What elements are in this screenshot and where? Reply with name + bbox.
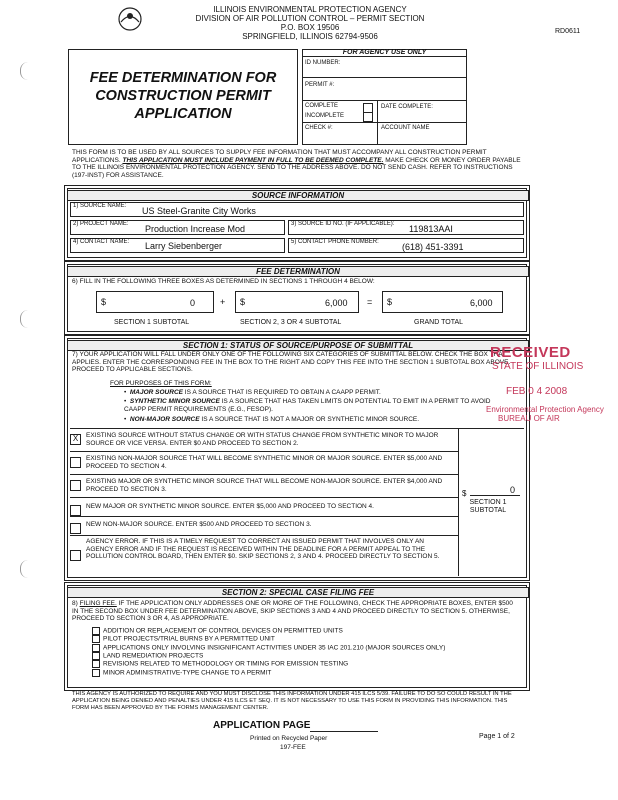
nonmajor-def: IS A SOURCE THAT IS NOT A MAJOR OR SYNTHETIC MINOR SOURCE. bbox=[201, 416, 420, 423]
agency-header bbox=[150, 5, 470, 41]
section2-intro-text: IF THE APPLICATION ONLY ADDRESSES ONE OR MORE OF THE FOLLOWING, CHECK THE APPROPRIATE BOXES, ENTER $500 IN THE SECOND BOX UNDER FEE DETERMINATION ABOVE, SKIP SECTIONS 3 AND 4 AND PROCEED DIRECTLY TO SECTION 5. OTHERWISE, PROCEED TO SECTION 3 OR 4, AS APPROPRIATE. bbox=[72, 600, 513, 623]
agency-name: ILLINOIS ENVIRONMENTAL PROTECTION AGENCY bbox=[213, 5, 407, 14]
id-number-label: ID NUMBER: bbox=[305, 60, 341, 66]
box2-label: SECTION 2, 3 OR 4 SUBTOTAL bbox=[240, 319, 342, 326]
option-major-to-nonmajor[interactable] bbox=[70, 478, 450, 493]
synthetic-term: SYNTHETIC MINOR SOURCE bbox=[129, 398, 220, 405]
title-box bbox=[68, 49, 298, 145]
fee-determination-heading: FEE DETERMINATION bbox=[67, 266, 529, 277]
section1-subtotal-value[interactable]: 0 bbox=[510, 485, 516, 495]
fee-instruction: 6) FILL IN THE FOLLOWING THREE BOXES AS DETERMINED IN SECTIONS 1 THROUGH 4 BELOW: bbox=[72, 278, 375, 285]
checkbox[interactable] bbox=[92, 652, 100, 660]
incomplete-label: INCOMPLETE bbox=[305, 113, 345, 119]
bullet-icon: • bbox=[124, 389, 130, 396]
contact-phone-value[interactable]: (618) 451-3391 bbox=[402, 242, 464, 252]
special-case-item[interactable]: LAND REMEDIATION PROJECTS bbox=[92, 652, 512, 660]
option3-checkbox[interactable] bbox=[70, 480, 81, 491]
section1-subtotal-label: SECTION 1 SUBTOTAL bbox=[469, 499, 507, 514]
section1-intro: 7) YOUR APPLICATION WILL FALL UNDER ONLY ONE OF THE FOLLOWING SIX CATEGORIES OF SUBMITTAL BELOW. CHECK THE BOX THAT APPLIES. ENTER THE CORRESPONDING FEE IN THE BOX TO THE RIGHT AND COPY THIS FEE INTO THE SECTION 1 SUBTOTAL BOX ABOVE. PROCEED TO APPLICABLE SECTIONS. bbox=[72, 351, 511, 374]
option5-text: NEW NON-MAJOR SOURCE. ENTER $500 AND PROCEED TO SECTION 3. bbox=[86, 521, 312, 528]
disclosure-text: THIS AGENCY IS AUTHORIZED TO REQUIRE AND YOU MUST DISCLOSE THIS INFORMATION UNDER 415 ILCS 5/39. FAILURE TO DO SO COULD RESULT IN THE APPLICATION BEING DENIED AND PENALTIES UNDER 415 ILCS ET SEQ. IT IS NOT NECESSARY TO USE THIS FORM IN PROVIDING THIS INFORMATION. THIS FORM HAS BEEN APPROVED BY THE FORMS MANAGEMENT CENTER. bbox=[72, 691, 512, 711]
option3-text: EXISTING MAJOR OR SYNTHETIC MINOR SOURCE THAT WILL BECOME NON-MAJOR SOURCE. ENTER $4,000 AND PROCEED TO SECTION 3. bbox=[86, 478, 443, 493]
page-number: Page 1 of 2 bbox=[479, 733, 515, 740]
plus-sign: + bbox=[220, 297, 226, 307]
special-case-item[interactable]: ADDITION OR REPLACEMENT OF CONTROL DEVICES ON PERMITTED UNITS bbox=[92, 627, 512, 635]
checkbox[interactable] bbox=[92, 660, 100, 668]
filing-fee-term: FILING FEE. bbox=[79, 600, 117, 607]
agency-logo bbox=[117, 7, 143, 31]
special-case-list bbox=[92, 627, 512, 677]
intro-p1: THIS FORM IS TO BE USED BY ALL SOURCES TO SUPPLY FEE INFORMATION THAT MUST ACCOMPANY ALL CONSTRUCTION PERMIT APPLICATIONS. bbox=[72, 149, 487, 164]
purposes-heading: FOR PURPOSES OF THIS FORM: bbox=[110, 380, 212, 387]
form-title-line2: CONSTRUCTION PERMIT bbox=[95, 88, 271, 104]
complete-label: COMPLETE bbox=[305, 103, 339, 109]
scan-mark-icon bbox=[20, 62, 29, 80]
equals-sign: = bbox=[367, 297, 373, 307]
city-address: SPRINGFIELD, ILLINOIS 62794-9506 bbox=[242, 32, 378, 41]
option-agency-error[interactable] bbox=[70, 538, 450, 561]
option-new-nonmajor[interactable] bbox=[70, 521, 450, 529]
intro-emphasis: THIS APPLICATION MUST INCLUDE PAYMENT IN FULL TO BE DEEMED COMPLETE. bbox=[122, 156, 384, 164]
definition-synthetic bbox=[124, 398, 504, 413]
incomplete-checkbox[interactable] bbox=[363, 112, 373, 122]
contact-phone-label: 5) CONTACT PHONE NUMBER: bbox=[291, 239, 379, 245]
box2-value: 6,000 bbox=[325, 298, 348, 308]
checkbox[interactable] bbox=[92, 644, 100, 652]
division-name: DIVISION OF AIR POLLUTION CONTROL – PERMIT SECTION bbox=[195, 14, 425, 23]
special-case-item[interactable]: MINOR ADMINISTRATIVE-TYPE CHANGE TO A PERMIT bbox=[92, 669, 512, 677]
form-title-line3: APPLICATION bbox=[134, 106, 232, 122]
box2-currency: $ bbox=[240, 297, 246, 307]
checkbox[interactable] bbox=[92, 669, 100, 677]
check-number-label: CHECK #: bbox=[305, 125, 333, 131]
form-id: 197-FEE bbox=[280, 744, 306, 751]
bullet-icon: • bbox=[124, 416, 130, 423]
permit-number-label: PERMIT #: bbox=[305, 82, 335, 88]
option6-checkbox[interactable] bbox=[70, 550, 81, 561]
project-name-value[interactable]: Production Increase Mod bbox=[145, 224, 246, 234]
section2-intro-num: 8) bbox=[72, 600, 78, 607]
box1-value: 0 bbox=[190, 298, 196, 308]
scan-mark-icon bbox=[20, 310, 29, 328]
source-id-label: 3) SOURCE ID NO. (IF APPLICABLE): bbox=[291, 221, 395, 227]
source-name-value[interactable]: US Steel-Granite City Works bbox=[142, 206, 256, 216]
contact-name-value[interactable]: Larry Siebenberger bbox=[145, 241, 223, 251]
option2-checkbox[interactable] bbox=[70, 457, 81, 468]
definition-nonmajor bbox=[124, 416, 504, 424]
option2-text: EXISTING NON-MAJOR SOURCE THAT WILL BECOME SYNTHETIC MINOR OR MAJOR SOURCE. ENTER $5,000 AND PROCEED TO SECTION 4. bbox=[86, 455, 443, 470]
account-name-label: ACCOUNT NAME bbox=[381, 125, 430, 131]
major-def: IS A SOURCE THAT IS REQUIRED TO OBTAIN A CAAPP PERMIT. bbox=[184, 389, 381, 396]
checkbox[interactable] bbox=[92, 627, 100, 635]
section2-heading: SECTION 2: SPECIAL CASE FILING FEE bbox=[67, 587, 529, 598]
section1-subtotal-currency: $ bbox=[462, 489, 467, 498]
source-id-value[interactable]: 119813AAI bbox=[409, 224, 453, 234]
option1-checkbox[interactable]: X bbox=[70, 434, 81, 445]
contact-name-label: 4) CONTACT NAME: bbox=[73, 239, 130, 245]
option-new-major[interactable] bbox=[70, 503, 450, 511]
checkbox[interactable] bbox=[92, 635, 100, 643]
option-existing-no-change[interactable] bbox=[70, 432, 450, 447]
intro-p2: MAKE CHECK OR MONEY ORDER PAYABLE TO THE ILLINOIS ENVIRONMENTAL PROTECTION AGENCY. SEND TO THE ADDRESS ABOVE. DO NOT SEND CASH. REFER TO INSTRUCTIONS (197-INST) FOR ASSISTANCE. bbox=[72, 156, 521, 179]
box3-currency: $ bbox=[387, 297, 393, 307]
form-title-line1: FEE DETERMINATION FOR bbox=[89, 70, 277, 86]
date-complete-label: DATE COMPLETE: bbox=[381, 104, 433, 110]
section1-subtotal-box[interactable] bbox=[96, 291, 214, 313]
option5-checkbox[interactable] bbox=[70, 523, 81, 534]
po-box: P.O. BOX 19506 bbox=[280, 23, 340, 32]
stamp-agency: Environmental Protection Agency bbox=[486, 405, 604, 414]
special-case-item[interactable]: PILOT PROJECTS/TRIAL BURNS BY A PERMITTED UNIT bbox=[92, 635, 512, 643]
box1-currency: $ bbox=[101, 297, 107, 307]
box3-value: 6,000 bbox=[470, 298, 493, 308]
option4-text: NEW MAJOR OR SYNTHETIC MINOR SOURCE. ENTER $5,000 AND PROCEED TO SECTION 4. bbox=[86, 503, 374, 510]
option6-text: AGENCY ERROR. IF THIS IS A TIMELY REQUEST TO CORRECT AN ISSUED PERMIT THAT INVOLVES ONLY AN AGENCY ERROR AND IF THE REQUEST IS RECEIVED WITHIN THE DEADLINE FOR A PERMIT APPEAL TO THE POLLUTION CONTROL BOARD, THEN ENTER $0. SKIP SECTIONS 2, 3 AND 4. PROCEED DIRECTLY TO SECTION 5. bbox=[86, 538, 440, 561]
form-code: RD0611 bbox=[555, 28, 581, 35]
major-term: MAJOR SOURCE bbox=[129, 389, 183, 396]
nonmajor-term: NON-MAJOR SOURCE bbox=[129, 416, 200, 423]
stamp-state: STATE OF ILLINOIS bbox=[492, 361, 584, 372]
project-name-label: 2) PROJECT NAME: bbox=[73, 221, 129, 227]
recycled-paper-note: Printed on Recycled Paper bbox=[250, 735, 328, 742]
special-case-item[interactable]: APPLICATIONS ONLY INVOLVING INSIGNIFICANT ACTIVITIES UNDER 35 IAC 201.210 (MAJOR SOURCES ONLY) bbox=[92, 644, 512, 652]
scan-mark-icon bbox=[20, 560, 29, 578]
option4-checkbox[interactable] bbox=[70, 505, 81, 516]
box1-label: SECTION 1 SUBTOTAL bbox=[114, 319, 190, 326]
option-nonmajor-to-synthetic[interactable] bbox=[70, 455, 450, 470]
definition-major bbox=[124, 389, 444, 397]
source-name-box bbox=[70, 202, 524, 217]
special-case-item[interactable]: REVISIONS RELATED TO METHODOLOGY OR TIMING FOR EMISSION TESTING bbox=[92, 660, 512, 668]
source-name-label: 1) SOURCE NAME: bbox=[73, 203, 127, 209]
synthetic-def: IS A SOURCE THAT HAS TAKEN LIMITS ON POTENTIAL TO EMIT IN A PERMIT TO AVOID CAAPP PERMIT REQUIREMENTS (E.G., FESOP). bbox=[124, 398, 491, 413]
received-stamp bbox=[486, 344, 618, 423]
box3-label: GRAND TOTAL bbox=[414, 319, 464, 326]
section1-heading: SECTION 1: STATUS OF SOURCE/PURPOSE OF SUBMITTAL bbox=[67, 340, 529, 351]
intro-text bbox=[72, 149, 522, 179]
source-info-heading: SOURCE INFORMATION bbox=[67, 190, 529, 201]
agency-use-heading: FOR AGENCY USE ONLY bbox=[302, 49, 467, 57]
application-page-label: APPLICATION PAGE bbox=[213, 720, 311, 731]
option1-text: EXISTING SOURCE WITHOUT STATUS CHANGE OR WITH STATUS CHANGE FROM SYNTHETIC MINOR TO MAJOR SOURCE OR VICE VERSA. ENTER $0 AND PROCEED TO SECTION 2. bbox=[86, 432, 439, 447]
section2-intro bbox=[72, 600, 517, 623]
stamp-received: RECEIVED bbox=[490, 344, 571, 361]
stamp-date: FEB 0 4 2008 bbox=[506, 386, 568, 397]
stamp-bureau: BUREAU OF AIR bbox=[498, 414, 560, 423]
bullet-icon: • bbox=[124, 398, 130, 405]
